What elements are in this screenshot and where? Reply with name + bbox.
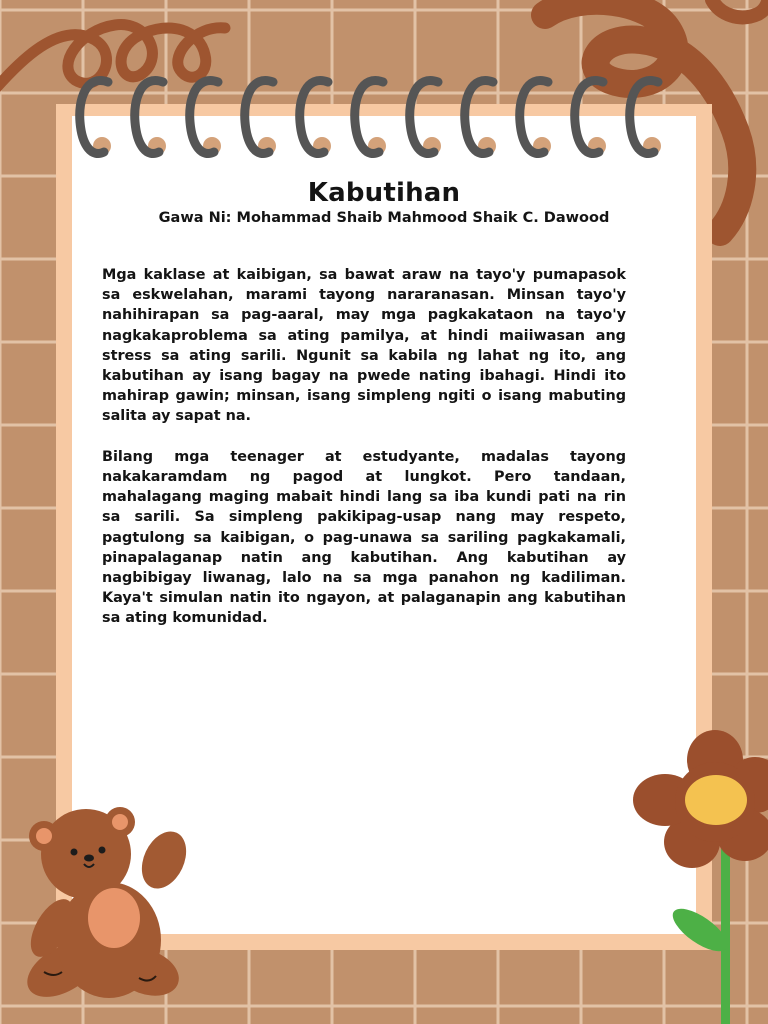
paragraph-1: Mga kaklase at kaibigan, sa bawat araw na tayo'y pumapasok sa eskwelahan, marami tayong nararanasan. Minsan tayo'y nahihirapan sa pag-aaral, may mga pagkakataon na tayo'y nagkakaproblema sa ating pamilya, at hindi maiiwasan ang stress sa ating sarili. Ngunit sa kabila ng lahat ng ito, ang kabutihan ay isang bagay na pwede nating ibahagi. Hindi ito mahirap gawin; minsan, isang simpleng ngiti o isang mabuting salita ay sapat na. xyxy=(102,267,626,425)
document-byline: Gawa Ni: Mohammad Shaib Mahmood Shaik C. Dawood xyxy=(158,210,610,226)
flower-icon xyxy=(620,730,768,1024)
paragraph-2: Bilang mga teenager at estudyante, madalas tayong nakakaramdam ng pagod at lungkot. Pero tandaan, mahalagang maging mabait hindi lang sa iba kundi pati na rin sa sarili. Sa simpleng pakikipag-usap nang may respeto, pagtulong sa kaibigan, o pag-unawa sa sariling pagkakamali, pinapalaganap natin ang kabutihan. Ang kabutihan ay nagbibigay liwanag, lalo na sa mga panahon ng kadiliman. Kaya't simulan natin ito ngayon, at palaganapin ang kabutihan sa ating komunidad. xyxy=(102,448,626,627)
document-title: Kabutihan xyxy=(307,178,461,208)
notebook-rings xyxy=(60,60,720,170)
document-body xyxy=(102,265,626,649)
teddy-bear-icon xyxy=(14,800,204,1010)
